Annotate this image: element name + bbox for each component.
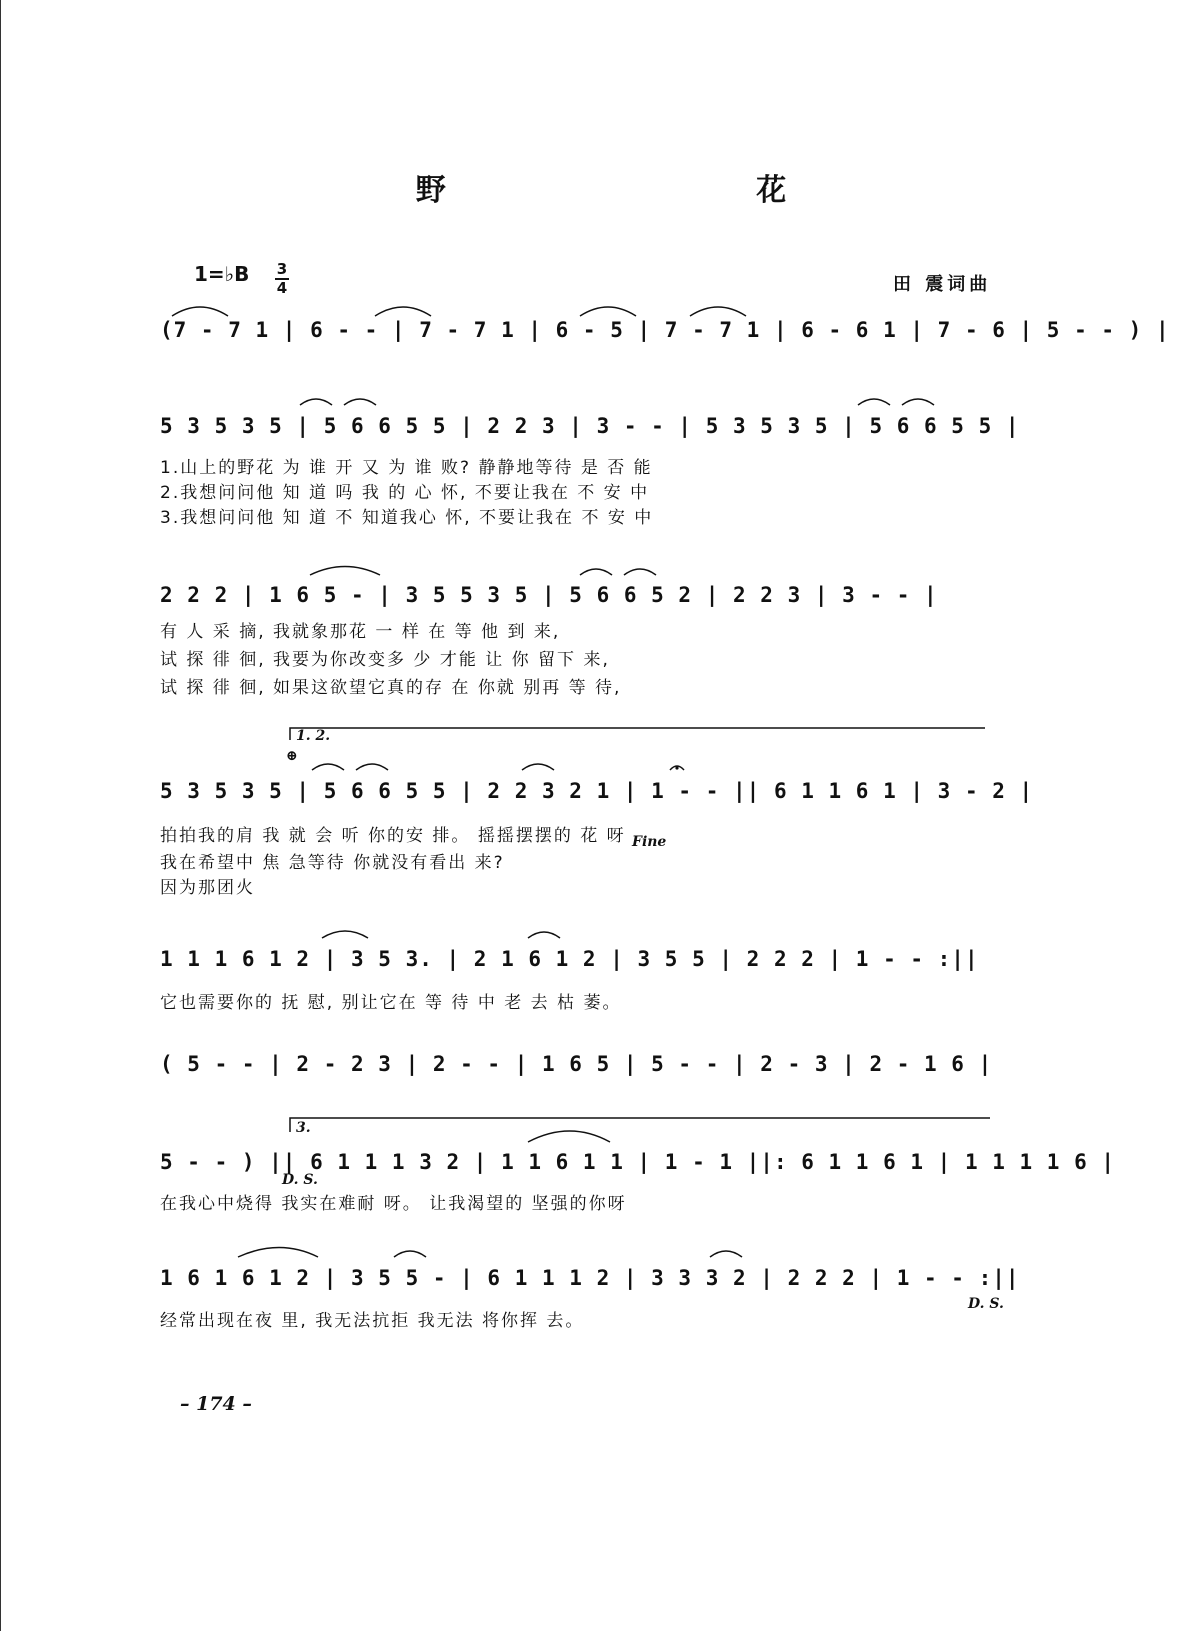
fermata-dot bbox=[675, 766, 678, 769]
slur bbox=[322, 931, 368, 938]
lyric-line-7: 在我心中烧得 我实在难耐 呀。 让我渴望的 坚强的你呀 bbox=[160, 1194, 627, 1214]
lyric-line-2-verse-1: 1.山上的野花 为 谁 开 又 为 谁 败? 静静地等待 是 否 能 bbox=[160, 458, 653, 478]
page-number: – 174 – bbox=[180, 1393, 252, 1415]
slur bbox=[300, 399, 332, 405]
lyric-line-3-verse-3: 试 探 徘 徊, 如果这欲望它真的存 在 你就 别再 等 待, bbox=[160, 678, 622, 698]
lyric-line-4-verse-2: 我在希望中 焦 急等待 你就没有看出 来? bbox=[160, 853, 505, 873]
lyric-line-4-verse-1: 拍拍我的肩 我 就 会 听 你的安 排。 摇摇摆摆的 花 呀 bbox=[160, 826, 626, 846]
slur bbox=[624, 569, 656, 575]
time-denominator: 4 bbox=[276, 279, 288, 297]
time-signature bbox=[275, 262, 289, 296]
song-title: 野 花 bbox=[415, 173, 937, 208]
fine-mark: Fine bbox=[632, 834, 667, 850]
slur bbox=[312, 764, 344, 770]
notation-line-6: ( 5 - - | 2 - 2 3 | 2 - - | 1 6 5 | 5 - - | 2 - 3 | 2 - 1 6 | bbox=[160, 1052, 993, 1076]
slur bbox=[858, 399, 890, 405]
slur bbox=[310, 567, 380, 576]
volta-bracket-1-2: 1. 2. bbox=[296, 728, 331, 744]
slur bbox=[580, 307, 636, 316]
notation-line-5: 1 1 1 6 1 2 | 3 5 3. | 2 1 6 1 2 | 3 5 5 | 2 2 2 | 1 - - :|| bbox=[160, 947, 979, 971]
lyric-line-3-verse-2: 试 探 徘 徊, 我要为你改变多 少 才能 让 你 留下 来, bbox=[160, 650, 610, 670]
slur bbox=[238, 1248, 318, 1258]
slur bbox=[528, 932, 560, 938]
time-numerator: 3 bbox=[276, 260, 288, 278]
slur bbox=[394, 1251, 426, 1257]
lyric-line-2-verse-3: 3.我想问问他 知 道 不 知道我心 怀, 不要让我在 不 安 中 bbox=[160, 508, 654, 528]
lyric-line-2-verse-2: 2.我想问问他 知 道 吗 我 的 心 怀, 不要让我在 不 安 中 bbox=[160, 483, 650, 503]
slur bbox=[710, 1251, 742, 1257]
slur bbox=[902, 399, 934, 405]
key-signature: 1=♭B bbox=[194, 262, 250, 286]
notation-line-2: 5 3 5 3 5 | 5 6 6 5 5 | 2 2 3 | 3 - - | 5 3 5 3 5 | 5 6 6 5 5 | bbox=[160, 414, 1020, 438]
slur bbox=[344, 399, 376, 405]
notation-line-4: 5 3 5 3 5 | 5 6 6 5 5 | 2 2 3 2 1 | 1 - - || 6 1 1 6 1 | 3 - 2 | bbox=[160, 779, 1034, 803]
ds-mark-2: D. S. bbox=[968, 1296, 1004, 1312]
lyric-line-5: 它也需要你的 抚 慰, 别让它在 等 待 中 老 去 枯 萎。 bbox=[160, 993, 622, 1013]
page-edge bbox=[0, 0, 1, 1631]
volta-line-3 bbox=[290, 1118, 990, 1132]
slur bbox=[522, 764, 554, 770]
coda-sign-icon: ⊕ bbox=[286, 748, 298, 764]
slur bbox=[580, 569, 612, 575]
slur bbox=[356, 764, 388, 770]
volta-line-1-2 bbox=[290, 728, 985, 740]
ds-mark-1: D. S. bbox=[282, 1172, 318, 1188]
volta-bracket-3: 3. bbox=[296, 1120, 311, 1136]
notation-line-7: 5 - - ) || 6 1 1 1 3 2 | 1 1 6 1 1 | 1 - 1 ||: 6 1 1 6 1 | 1 1 1 1 6 | bbox=[160, 1150, 1116, 1174]
slur bbox=[690, 307, 746, 316]
composer-credit: 田 震词曲 bbox=[893, 274, 992, 295]
slur bbox=[172, 307, 228, 316]
notation-line-1: (7 - 7 1 | 6 - - | 7 - 7 1 | 6 - 5 | 7 - 7 1 | 6 - 6 1 | 7 - 6 | 5 - - ) | bbox=[160, 318, 1170, 342]
lyric-line-4-verse-3: 因为那团火 bbox=[160, 878, 255, 898]
fermata-icon bbox=[670, 766, 684, 770]
lyric-line-3-verse-1: 有 人 采 摘, 我就象那花 一 样 在 等 他 到 来, bbox=[160, 622, 561, 642]
notation-line-3: 2 2 2 | 1 6 5 - | 3 5 5 3 5 | 5 6 6 5 2 | 2 2 3 | 3 - - | bbox=[160, 583, 938, 607]
lyric-line-8: 经常出现在夜 里, 我无法抗拒 我无法 将你挥 去。 bbox=[160, 1311, 585, 1331]
notation-line-8: 1 6 1 6 1 2 | 3 5 5 - | 6 1 1 1 2 | 3 3 3 2 | 2 2 2 | 1 - - :|| bbox=[160, 1266, 1020, 1290]
slur bbox=[375, 307, 431, 316]
slur bbox=[528, 1131, 610, 1142]
